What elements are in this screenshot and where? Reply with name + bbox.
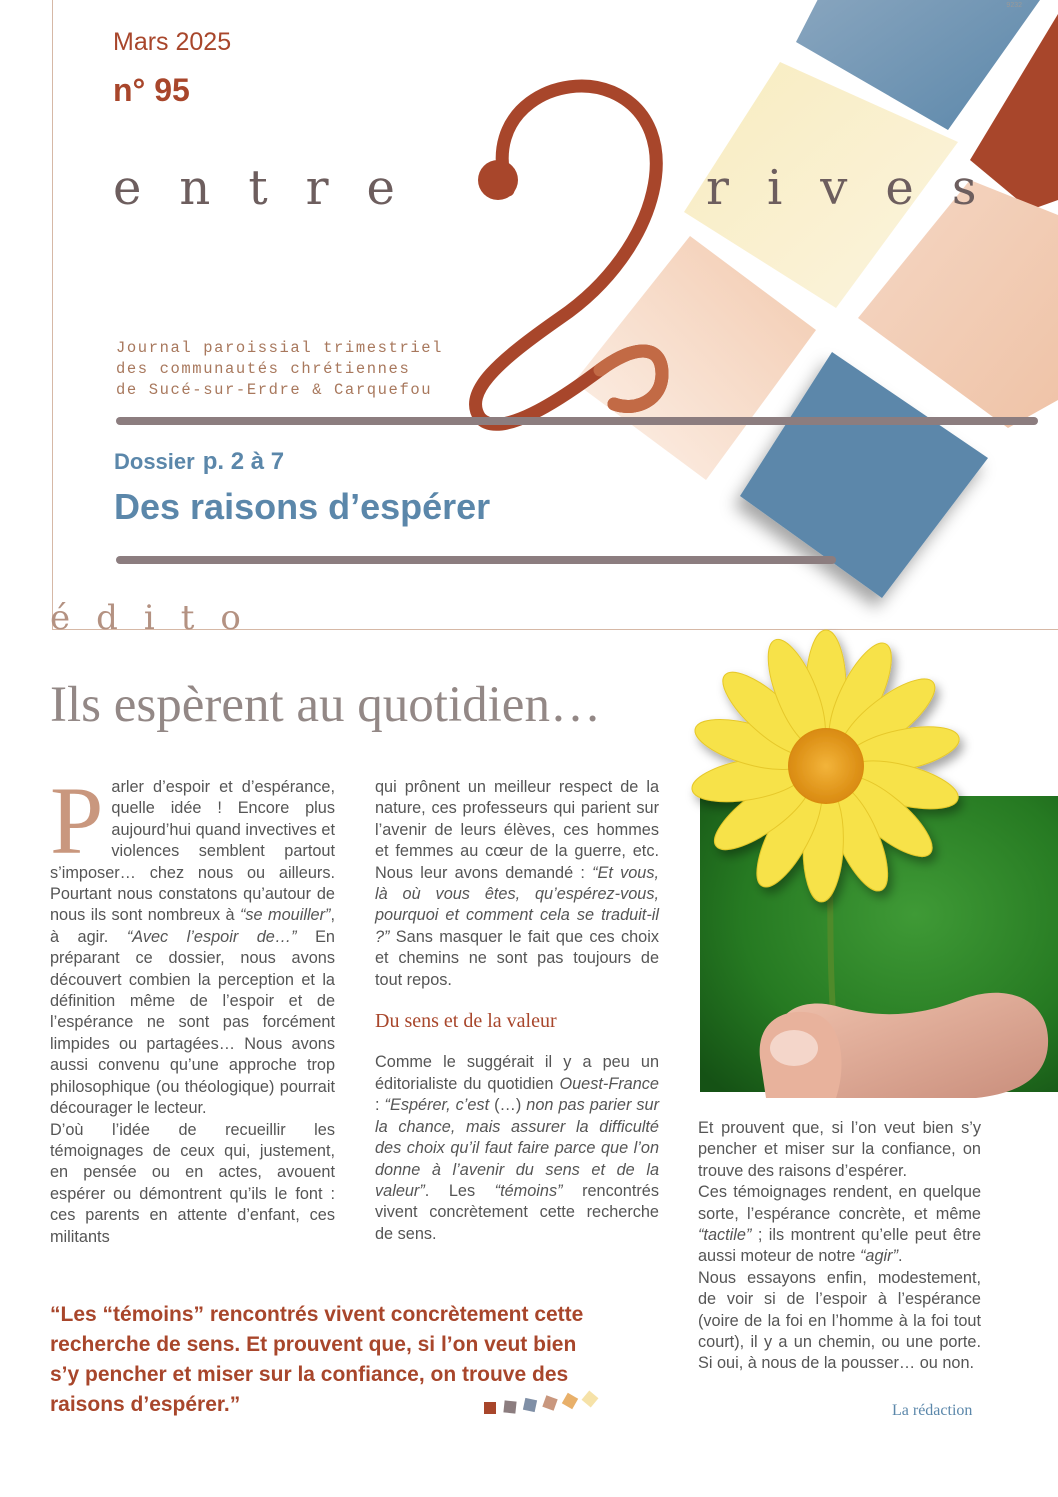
text-emphasis: “Avec l’espoir de…” <box>126 927 297 946</box>
article-column-3 <box>698 1118 981 1375</box>
text-emphasis: non pas parier sur la chance, mais assurer la difficulté des choix qu’il faut faire parce que l’on donne à l’avenir du sens et de la valeur” <box>375 1096 659 1200</box>
dossier-heading <box>114 448 284 476</box>
text-emphasis: “Espérer, c’est <box>384 1096 490 1115</box>
article-column-2 <box>375 777 659 1245</box>
title-word-rives: rives <box>706 160 1015 216</box>
article-subhead: Du sens et de la valeur <box>375 1010 557 1033</box>
text-emphasis: “se mouiller” <box>240 906 331 925</box>
text-emphasis: “témoins” <box>494 1181 563 1200</box>
article-column-1 <box>50 767 335 1248</box>
issue-number: n° 95 <box>113 72 190 108</box>
text-run: (…) <box>489 1096 527 1115</box>
text-run: Ces témoignages rendent, en quelque sorte, l’espérance concrète, et même <box>698 1183 981 1223</box>
deco-square <box>484 1402 496 1414</box>
deco-square <box>582 1391 599 1408</box>
article-paragraph: Nous essayons enfin, modestement, de voir si de l’espoir à l’espérance (voire de la foi en l’homme à la foi tout court), il y a un chemin, ou une porte. Si oui, à nous de la pousser… ou non. <box>698 1268 981 1373</box>
article-paragraph <box>50 767 335 1120</box>
article-paragraph <box>375 777 659 991</box>
title-word-entre: entre <box>113 160 433 216</box>
journal-subtitle <box>116 338 443 401</box>
text-emphasis: “agir” <box>860 1247 898 1266</box>
print-code: 9232 <box>1006 2 1022 9</box>
text-run: rencontrés vivent concrètement cette recherche de sens. <box>375 1181 659 1243</box>
deco-square <box>542 1395 557 1410</box>
article-paragraph: D’où l’idée de recueillir les témoignages de ceux qui, justement, en pensée ou en actes, avouent espérer ou démontrent qu’ils le font : ces parents en attente d’enfant, ces militants <box>50 1120 335 1246</box>
daisy-photo <box>676 628 1058 1098</box>
divider-bar-top <box>116 417 1038 425</box>
decorative-squares <box>484 1392 614 1422</box>
divider-bar-bottom <box>116 556 836 564</box>
text-run: arler d’espoir et d’espérance, quelle idée ! Encore plus aujourd’hui quand invectives et violences semblent partout s’imposer… chez nous ou ailleurs. Pourtant nous constatons qu’autour de nous ils sont nombreux à <box>50 778 335 925</box>
text-run: : <box>375 1096 385 1115</box>
text-run: Comme le suggérait il y a peu un éditorialiste du quotidien <box>375 1053 659 1093</box>
section-label-edito: édito <box>50 598 267 638</box>
subtitle-line: des communautés chrétiennes <box>116 360 411 378</box>
text-run: ; ils montrent qu’elle peut être aussi moteur de notre <box>698 1226 981 1266</box>
text-emphasis: “Et vous, là où vous êtes, qu’espérez-vous, pourquoi et comment cela se traduit-il ?” <box>375 863 659 946</box>
signature: La rédaction <box>892 1402 973 1419</box>
deco-square <box>562 1393 578 1409</box>
text-run: qui prônent un meilleur respect de la nature, ces professeurs qui parient sur l’avenir de leurs élèves, ces hommes et femmes au cœur de la guerre, etc. Nous leur avons demandé : <box>375 778 659 882</box>
deco-square <box>503 1400 516 1413</box>
text-run: , à agir. <box>50 906 335 946</box>
text-run: . Les <box>424 1181 495 1200</box>
article-paragraph: Et prouvent que, si l’on veut bien s’y pencher et miser sur la confiance, on trouve des raisons d’espérer. <box>698 1119 981 1180</box>
article-paragraph <box>375 1052 659 1245</box>
subtitle-line: de Sucé-sur-Erdre & Carquefou <box>116 381 433 399</box>
text-emphasis: “tactile” <box>698 1226 752 1245</box>
issue-date: Mars 2025 <box>113 28 232 56</box>
edito-headline: Ils espèrent au quotidien… <box>50 677 601 733</box>
drop-cap: P <box>50 767 104 874</box>
text-run: En préparant ce dossier, nous avons découvert combien la perception et la définition même de l’espoir et de l’espérance ne sont pas forcément limpides ou partagées… Nous avons aussi convenu qu’une approche trop philosophique (ou théologique) pourrait décourager le lecteur. <box>50 927 335 1118</box>
dossier-pages: p. 2 à 7 <box>202 448 285 475</box>
text-run: Sans masquer le fait que ces choix et chemins ne sont pas toujours de tout repos. <box>375 927 659 989</box>
article-paragraph <box>698 1182 981 1268</box>
dossier-label: Dossier <box>114 449 195 474</box>
text-run: . <box>898 1247 903 1266</box>
deco-square <box>523 1398 537 1412</box>
pull-quote: “Les “témoins” rencontrés vivent concrètement cette recherche de sens. Et prouvent que, si l’on veut bien s’y pencher et miser sur la confiance, on trouve des raisons d’espérer.” <box>50 1303 584 1416</box>
dossier-title: Des raisons d’espérer <box>114 486 491 527</box>
text-emphasis: Ouest-France <box>559 1074 659 1093</box>
subtitle-line: Journal paroissial trimestriel <box>116 339 444 357</box>
